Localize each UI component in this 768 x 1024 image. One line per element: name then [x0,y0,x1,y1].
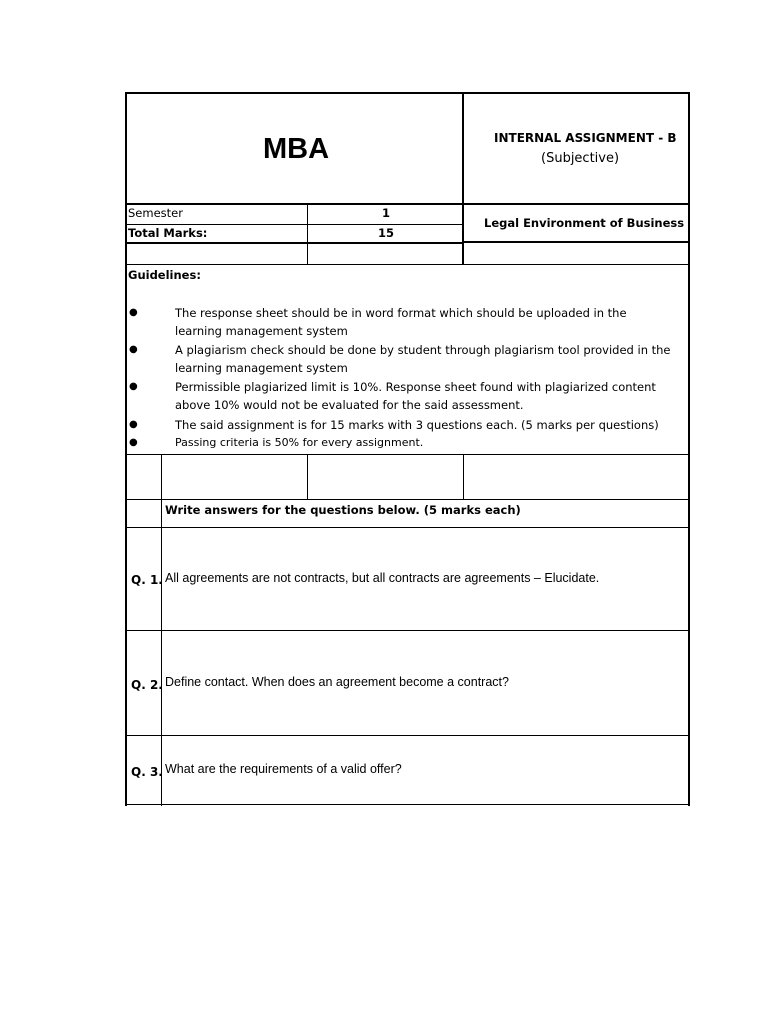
semester-value: 1 [382,206,391,220]
border-right [688,92,690,806]
subject-name: Legal Environment of Business [484,216,685,230]
guideline-item-1-line1: The response sheet should be in word format which should be uploaded in the [175,306,627,320]
assignment-title: INTERNAL ASSIGNMENT - B [494,131,677,145]
question-2-bottom [125,735,690,736]
total-marks-value: 15 [378,226,395,240]
bullet-icon: ● [129,381,138,392]
grid-col-b [307,454,308,499]
question-3-label: Q. 3. [131,765,163,779]
question-1-text: All agreements are not contracts, but all contracts are agreements – Elucidate. [165,571,600,585]
guideline-item-1-line2: learning management system [175,324,348,338]
assignment-sheet [125,92,690,806]
instruction-row-bottom [125,527,690,528]
guideline-item-2-line1: A plagiarism check should be done by student through plagiarism tool provided in the [175,343,671,357]
guideline-item-3-line2: above 10% would not be evaluated for the said assessment. [175,398,524,412]
border-left [125,92,127,806]
bullet-icon: ● [129,437,138,448]
question-1-label: Q. 1. [131,573,163,587]
spacer-row-bottom [125,264,690,265]
empty-row-bottom [125,499,690,500]
border-bottom [125,804,690,805]
border-top [125,92,690,94]
bullet-icon: ● [129,307,138,318]
program-title: MBA [263,133,330,165]
info-bottom-left [125,242,464,244]
assignment-type: (Subjective) [541,151,620,166]
header-divider [462,92,464,204]
question-1-bottom [125,630,690,631]
bullet-icon: ● [129,344,138,355]
semester-label: Semester [128,206,183,220]
bullet-icon: ● [129,419,138,430]
guideline-item-4-line1: The said assignment is for 15 marks with 3 questions each. (5 marks per questions) [175,418,659,432]
guidelines-heading: Guidelines: [128,268,201,282]
total-marks-label: Total Marks: [128,226,208,240]
guideline-item-5-line1: Passing criteria is 50% for every assignment. [175,436,424,449]
guideline-item-2-line2: learning management system [175,361,348,375]
info-mid-divider [462,204,464,264]
header-bottom [125,203,690,205]
instruction-text: Write answers for the questions below. (5 marks each) [165,503,521,517]
question-2-label: Q. 2. [131,678,163,692]
info-bottom-right [463,241,690,243]
question-2-text: Define contact. When does an agreement become a contract? [165,675,509,689]
guideline-item-3-line1: Permissible plagiarized limit is 10%. Response sheet found with plagiarized content [175,380,656,394]
grid-col-c [463,454,464,499]
question-3-text: What are the requirements of a valid offer? [165,762,402,776]
info-col-divider [307,204,308,264]
guidelines-bottom [125,454,690,455]
info-row-divider [125,224,464,225]
